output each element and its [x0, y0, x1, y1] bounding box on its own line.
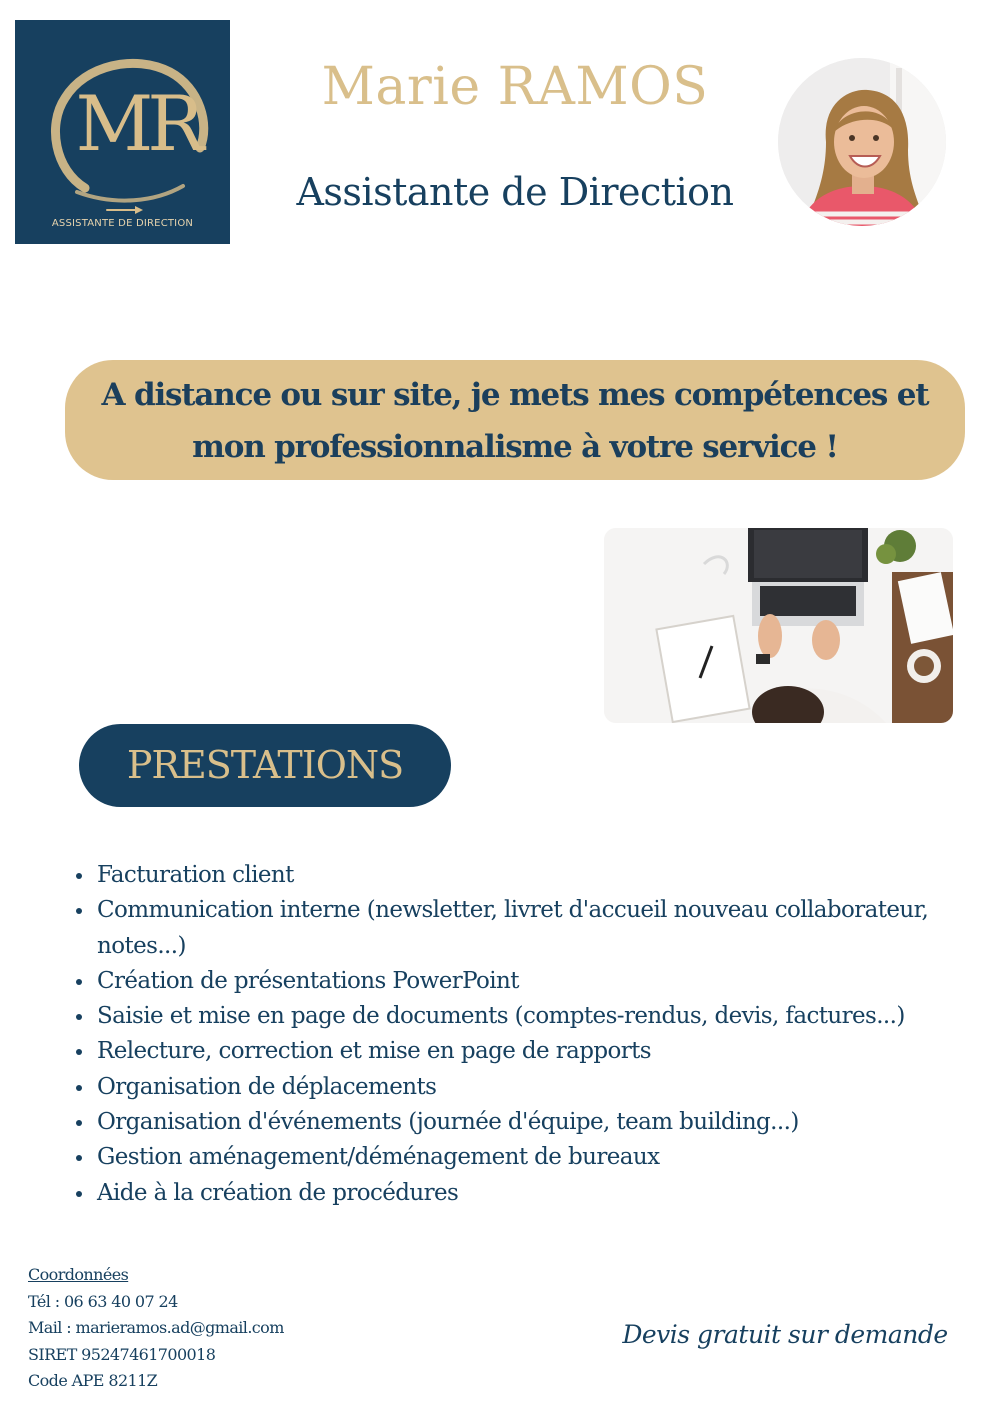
logo-monogram: MR: [75, 79, 199, 168]
list-item: Facturation client: [60, 858, 960, 893]
contact-ape-code: Code APE 8211Z: [28, 1371, 158, 1390]
logo-caption: ASSISTANTE DE DIRECTION: [51, 218, 194, 229]
services-list: [60, 858, 960, 1211]
job-title: Assistante de Direction: [296, 170, 734, 214]
tagline-line-1: A distance ou sur site, je mets mes compétences et: [101, 377, 929, 413]
contact-email: Mail : marieramos.ad@gmail.com: [28, 1318, 284, 1337]
laptop-desk-photo: [604, 528, 953, 723]
list-item: Relecture, correction et mise en page de rapports: [60, 1034, 960, 1069]
contact-title: Coordonnées: [28, 1265, 129, 1284]
tagline-line-2: mon professionnalisme à votre service !: [192, 429, 838, 465]
contact-phone: Tél : 06 63 40 07 24: [28, 1291, 178, 1311]
list-item: Aide à la création de procédures: [60, 1176, 960, 1211]
list-item: Gestion aménagement/déménagement de bureaux: [60, 1140, 960, 1175]
list-item: Communication interne (newsletter, livret d'accueil nouveau collaborateur, notes...): [60, 893, 960, 964]
list-item: Organisation d'événements (journée d'équipe, team building...): [60, 1105, 960, 1140]
person-name: Marie RAMOS: [321, 57, 709, 117]
tagline-banner: [65, 360, 965, 480]
list-item: Organisation de déplacements: [60, 1070, 960, 1105]
contact-siret: SIRET 95247461700018: [28, 1344, 216, 1364]
list-item: Création de présentations PowerPoint: [60, 964, 960, 999]
portrait-photo: [778, 58, 946, 226]
contact-block: [28, 1262, 284, 1395]
logo: [15, 20, 230, 244]
prestations-heading: PRESTATIONS: [79, 724, 451, 807]
free-quote-note: Devis gratuit sur demande: [622, 1320, 948, 1349]
list-item: Saisie et mise en page de documents (comptes-rendus, devis, factures...): [60, 999, 960, 1034]
